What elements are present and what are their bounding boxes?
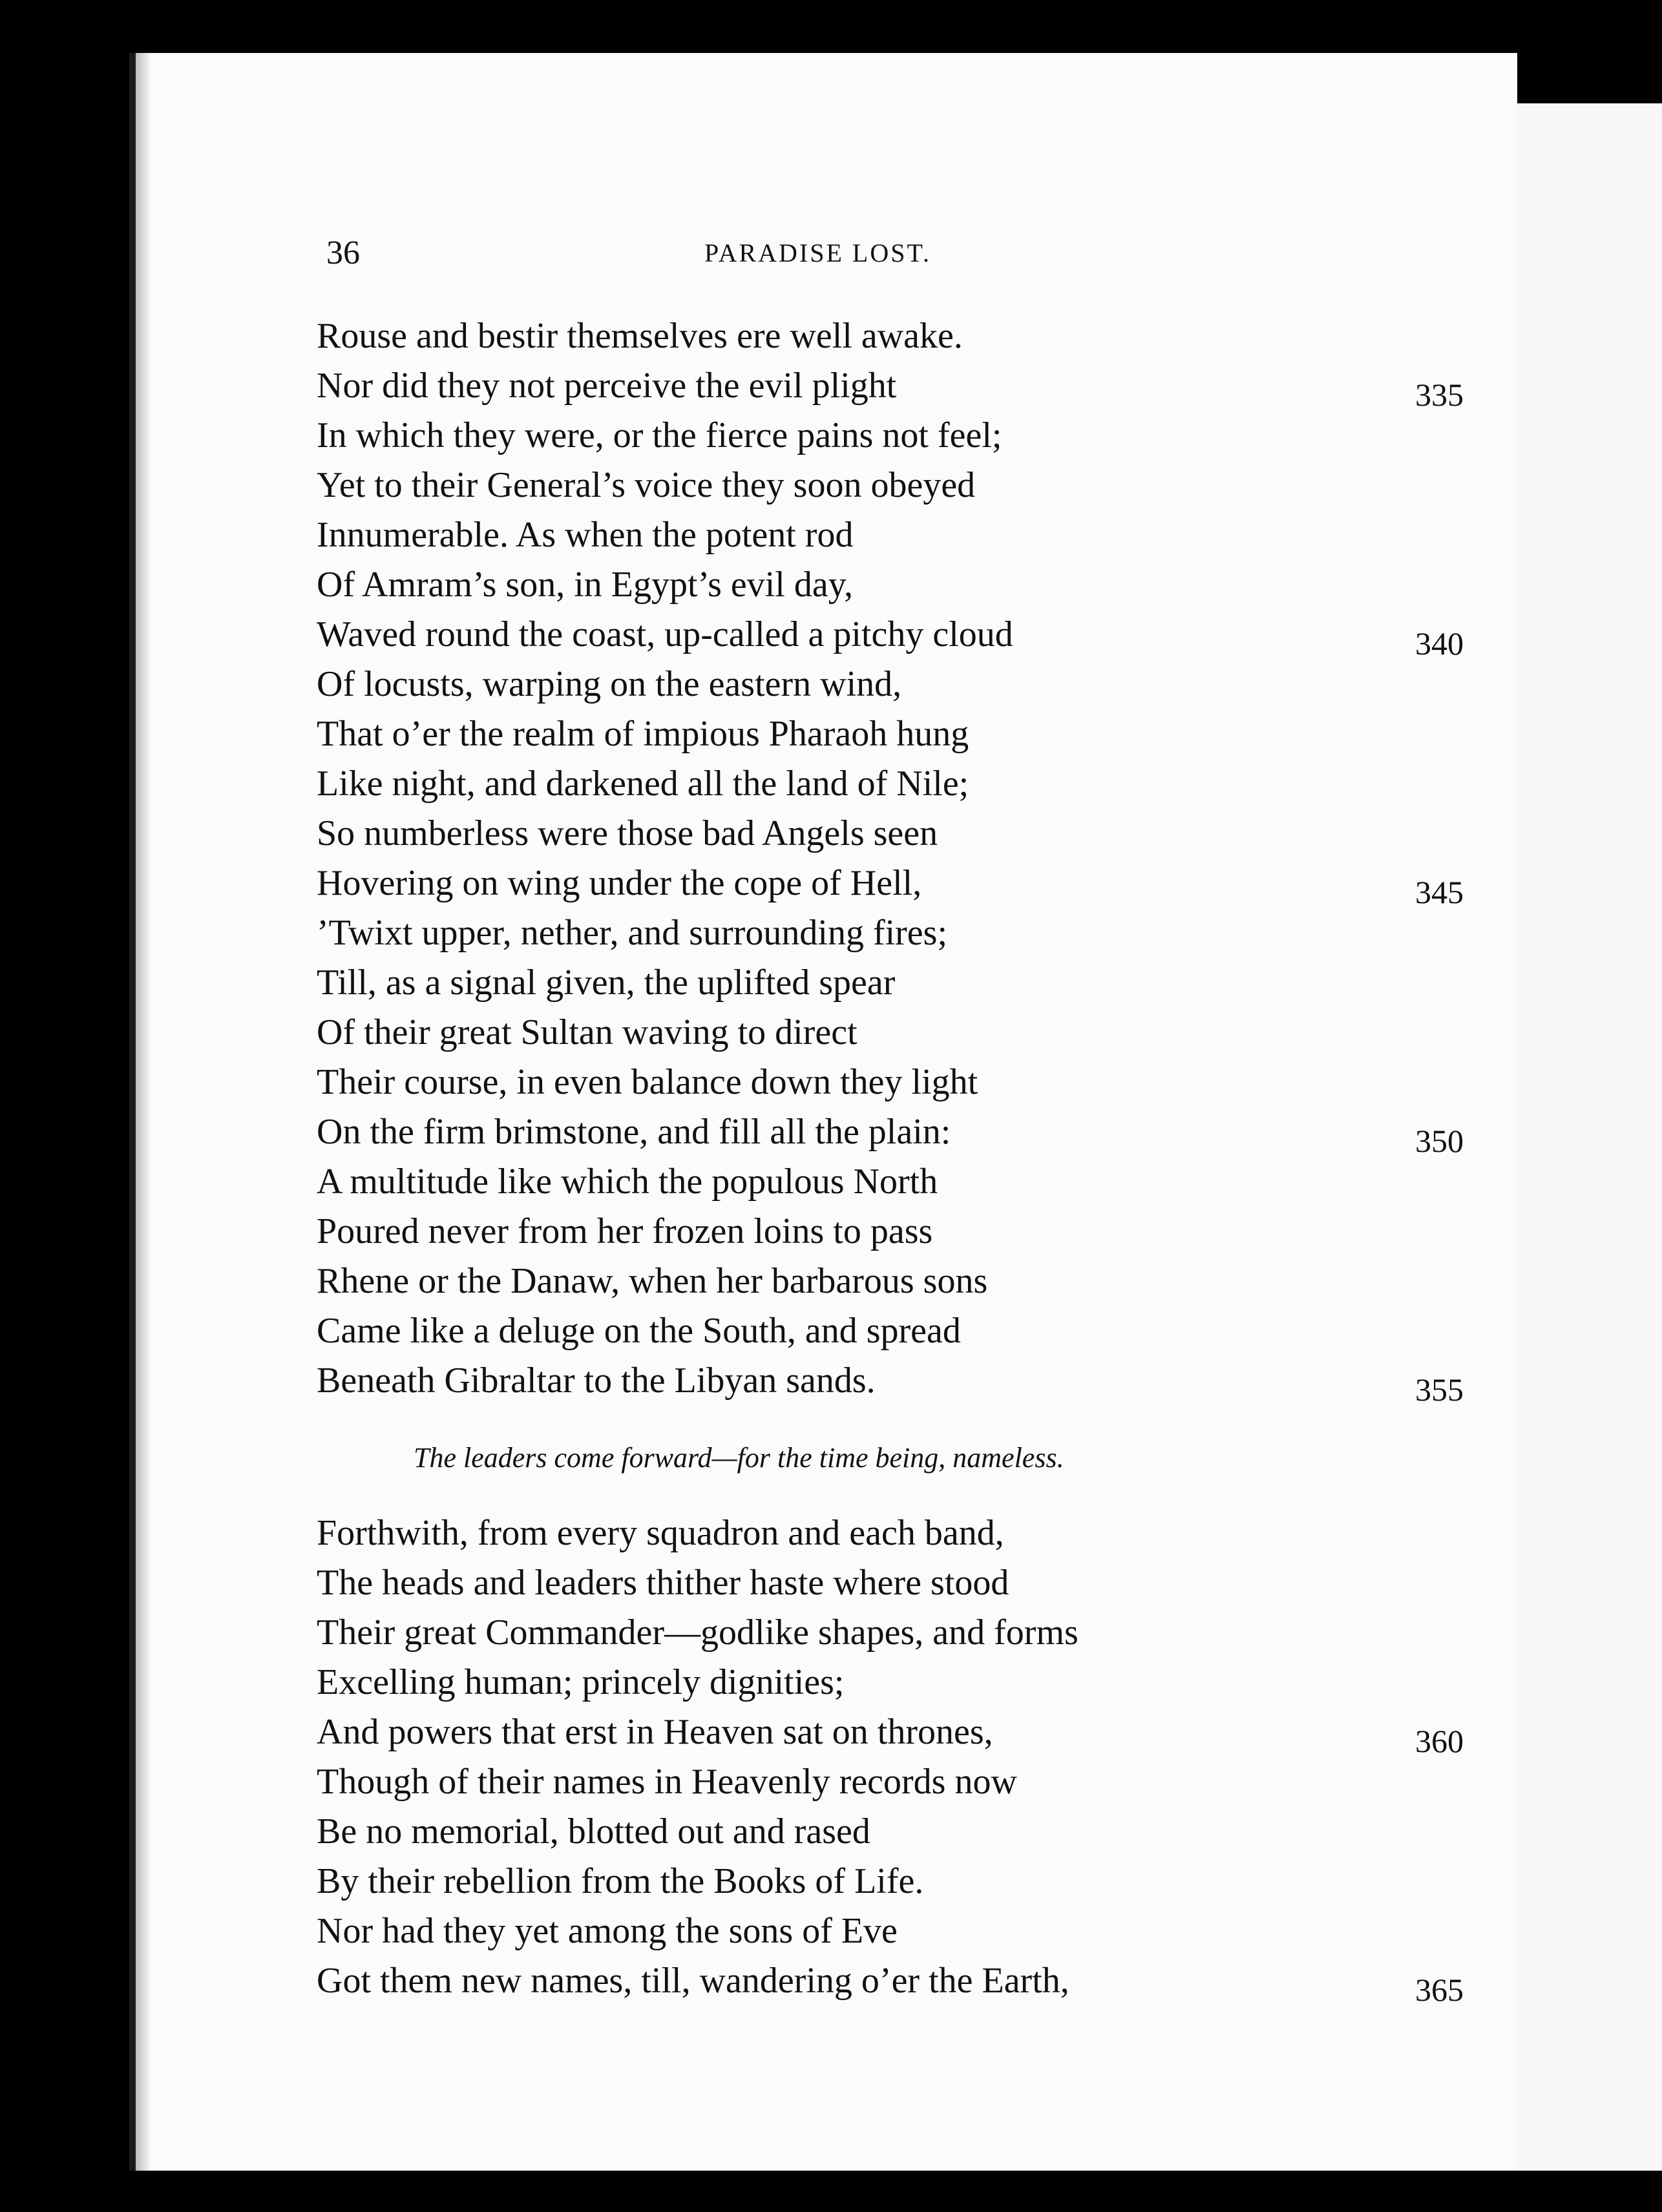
verse-line	[317, 1257, 1467, 1306]
verse-line	[317, 461, 1467, 510]
line-text: A multitude like which the populous North	[317, 1162, 938, 1202]
verse-line	[317, 908, 1467, 958]
line-text: Nor had they yet among the sons of Eve	[317, 1911, 898, 1951]
line-text: Got them new names, till, wandering o’er the Earth,	[317, 1961, 1069, 2001]
verse-line	[317, 759, 1467, 809]
line-number: 340	[1415, 625, 1464, 662]
verse-line	[317, 859, 1467, 908]
line-number: 355	[1415, 1372, 1464, 1408]
verse-line	[317, 1906, 1467, 1956]
verse-line	[317, 1658, 1467, 1707]
verse-line	[317, 610, 1467, 660]
verse-line	[317, 1157, 1467, 1207]
verse-line	[317, 1707, 1467, 1757]
line-text: Their great Commander—godlike shapes, and forms	[317, 1612, 1078, 1653]
verse-line	[317, 809, 1467, 859]
verse-line	[317, 1356, 1467, 1406]
line-text: Forthwith, from every squadron and each band,	[317, 1513, 1004, 1553]
verse-line	[317, 560, 1467, 610]
verse-block-2	[317, 1508, 1467, 2006]
line-text: ’Twixt upper, nether, and surrounding fires;	[317, 913, 948, 953]
verse-line	[317, 709, 1467, 759]
verse-line	[317, 361, 1467, 411]
line-text: And powers that erst in Heaven sat on thrones,	[317, 1712, 993, 1752]
verse-line	[317, 1757, 1467, 1807]
line-text: Nor did they not perceive the evil plight	[317, 366, 897, 406]
verse-line	[317, 1306, 1467, 1356]
page-header	[136, 231, 1517, 276]
line-text: Like night, and darkened all the land of Nile;	[317, 764, 969, 804]
line-text: In which they were, or the fierce pains not feel;	[317, 415, 1002, 455]
line-text: Beneath Gibraltar to the Libyan sands.	[317, 1361, 876, 1401]
verse-line	[317, 1008, 1467, 1058]
line-number: 365	[1415, 1972, 1464, 2008]
page-number: 36	[326, 235, 360, 271]
verse-line	[317, 660, 1467, 709]
line-text: Though of their names in Heavenly records now	[317, 1762, 1017, 1802]
line-text: Rhene or the Danaw, when her barbarous sons	[317, 1261, 988, 1301]
line-text: That o’er the realm of impious Pharaoh hung	[317, 714, 969, 754]
verse-line	[317, 1857, 1467, 1906]
line-text: Hovering on wing under the cope of Hell,	[317, 863, 922, 903]
running-head: PARADISE LOST.	[704, 238, 931, 267]
line-number: 350	[1415, 1123, 1464, 1159]
verse-line	[317, 1807, 1467, 1857]
line-text: The heads and leaders thither haste where stood	[317, 1563, 1009, 1603]
verse-block-1	[317, 311, 1467, 1406]
verse-line	[317, 1058, 1467, 1107]
line-text: Poured never from her frozen loins to pass	[317, 1211, 933, 1251]
verse-line	[317, 958, 1467, 1008]
line-text: Yet to their General’s voice they soon obeyed	[317, 465, 976, 505]
verse-line	[317, 1508, 1467, 1558]
line-text: Of their great Sultan waving to direct	[317, 1012, 857, 1052]
line-number: 335	[1415, 377, 1464, 413]
verse-line	[317, 1956, 1467, 2006]
verse-line	[317, 411, 1467, 461]
line-text: Excelling human; princely dignities;	[317, 1662, 845, 1702]
line-text: Waved round the coast, up-called a pitchy cloud	[317, 614, 1013, 654]
verse-line	[317, 1207, 1467, 1257]
verse-line	[317, 1558, 1467, 1608]
line-number: 360	[1415, 1723, 1464, 1759]
line-text: Be no memorial, blotted out and rased	[317, 1811, 870, 1852]
verse-line	[317, 311, 1467, 361]
line-text: On the firm brimstone, and fill all the plain:	[317, 1112, 951, 1152]
line-text: Of locusts, warping on the eastern wind,	[317, 664, 902, 704]
line-text: By their rebellion from the Books of Life.	[317, 1861, 924, 1901]
verse-line	[317, 1608, 1467, 1658]
line-text: Rouse and bestir themselves ere well awake.	[317, 316, 963, 356]
line-text: Came like a deluge on the South, and spread	[317, 1311, 961, 1351]
line-text: Their course, in even balance down they light	[317, 1062, 978, 1102]
line-text: Till, as a signal given, the uplifted spear	[317, 963, 896, 1003]
verse-line	[317, 510, 1467, 560]
line-text: So numberless were those bad Angels seen	[317, 813, 938, 853]
line-number: 345	[1415, 874, 1464, 910]
facing-page-edge	[1511, 103, 1662, 2171]
book-page	[129, 53, 1517, 2171]
line-text: Innumerable. As when the potent rod	[317, 515, 854, 555]
page-gutter	[136, 53, 150, 2171]
section-caption: The leaders come forward—for the time being, nameless.	[414, 1442, 1064, 1474]
line-text: Of Amram’s son, in Egypt’s evil day,	[317, 565, 854, 605]
verse-line	[317, 1107, 1467, 1157]
